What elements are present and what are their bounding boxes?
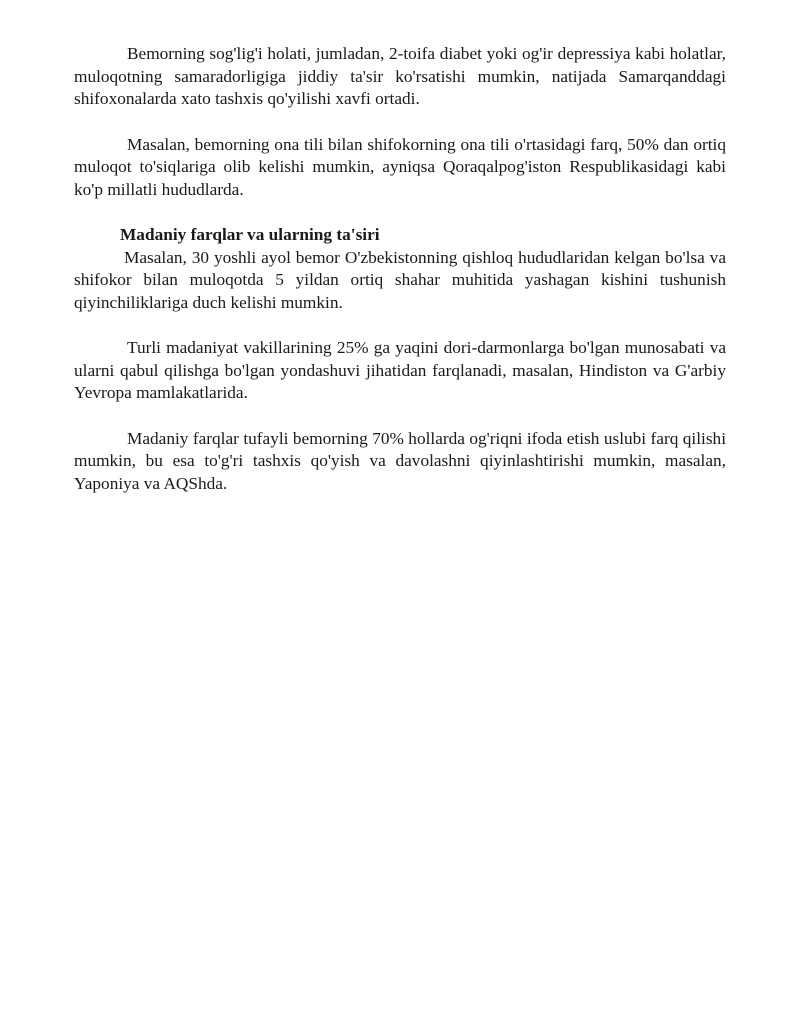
paragraph-rural-patient: Masalan, 30 yoshli ayol bemor O'zbekistonning qishloq hududlaridan kelgan bo'lsa va shifokor bilan muloqotda 5 yildan ortiq shahar muhitida yashagan kishini tushunish qiyinchiliklariga duch kelishi mumkin.	[74, 247, 726, 312]
paragraph-health-condition: Bemorning sog'lig'i holati, jumladan, 2-toifa diabet yoki og'ir depressiya kabi holatlar, muloqotning samaradorligiga jiddiy ta'sir ko'rsatishi mumkin, natijada Samarqanddagi shifoxonalarda xato tashxis qo'yilishi xavfi ortadi.	[74, 44, 726, 108]
document-body	[74, 43, 726, 495]
paragraph-pain-expression: Madaniy farqlar tufayli bemorning 70% hollarda og'riqni ifoda etish uslubi farq qilishi mumkin, bu esa to'g'ri tashxis qo'yish va davolashni qiyinlashtirishi mumkin, masalan, Yaponiya va AQShda.	[74, 428, 726, 493]
paragraph-medication-attitude: Turli madaniyat vakillarining 25% ga yaqini dori-darmonlarga bo'lgan munosabati va ularni qabul qilishga bo'lgan yondashuvi jihatidan farqlanadi, masalan, Hindiston va G'arbiy Yevropa mamlakatlarida.	[74, 338, 726, 402]
section-heading: Madaniy farqlar va ularning ta'siri	[120, 225, 380, 244]
paragraph-language-difference: Masalan, bemorning ona tili bilan shifokorning ona tili o'rtasidagi farq, 50% dan ortiq muloqot to'siqlariga olib kelishi mumkin, ayniqsa Qoraqalpog'iston Respublikasidagi kabi ko'p millatli hududlarda.	[74, 134, 726, 199]
